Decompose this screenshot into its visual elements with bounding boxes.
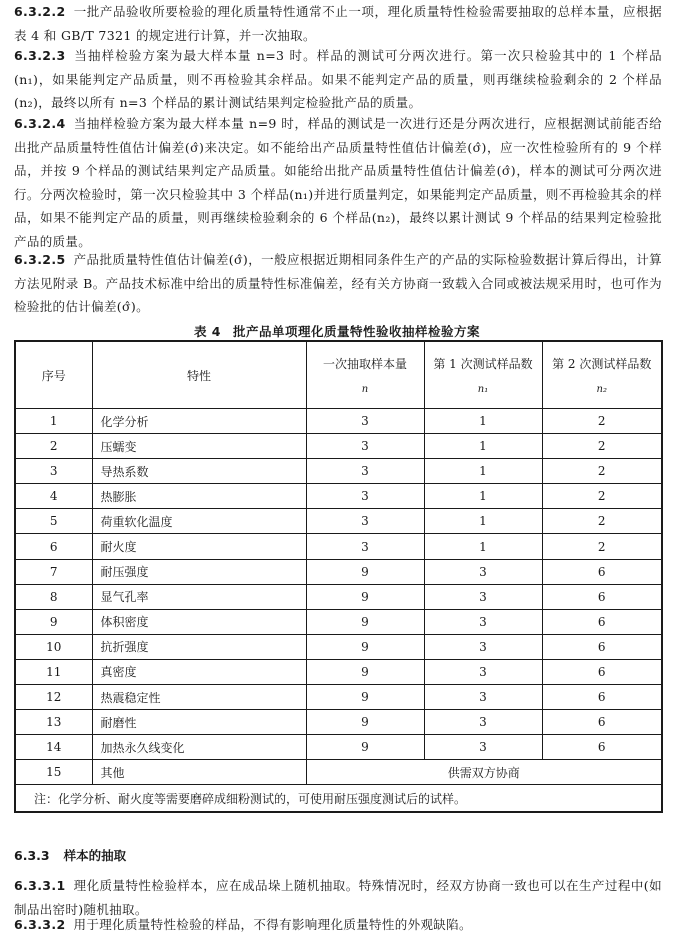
- cell-second-test: 6: [542, 659, 662, 684]
- clause-number: 6.3.2.2: [14, 4, 66, 19]
- cell-second-test: 6: [542, 609, 662, 634]
- table-row: [15, 609, 662, 634]
- cell-first-test: 3: [424, 584, 542, 609]
- table-header-row: [15, 341, 662, 409]
- cell-seq: 5: [15, 509, 92, 534]
- cell-property: 显气孔率: [92, 584, 306, 609]
- clause-number: 6.3.3.2: [14, 917, 66, 932]
- table-row: [15, 434, 662, 459]
- cell-sample-size: 9: [306, 634, 424, 659]
- cell-property: 其他: [92, 760, 306, 785]
- header-sample-size-label: 一次抽取样本量: [322, 357, 407, 371]
- table-caption: [0, 322, 674, 340]
- cell-seq: 13: [15, 710, 92, 735]
- cell-second-test: 2: [542, 484, 662, 509]
- cell-second-test: 6: [542, 634, 662, 659]
- paragraph-6-3-2-2: [14, 0, 662, 47]
- cell-sample-size: 3: [306, 484, 424, 509]
- cell-property: 导热系数: [92, 459, 306, 484]
- cell-sample-size: 3: [306, 409, 424, 434]
- cell-first-test: 1: [424, 409, 542, 434]
- table-row: [15, 685, 662, 710]
- cell-first-test: 1: [424, 534, 542, 559]
- table-row: [15, 459, 662, 484]
- cell-property: 体积密度: [92, 609, 306, 634]
- header-sample-size: [306, 341, 424, 409]
- table-row: [15, 509, 662, 534]
- section-number: 6.3.3: [14, 848, 50, 863]
- cell-sample-size: 9: [306, 609, 424, 634]
- cell-second-test: 6: [542, 685, 662, 710]
- header-second-test-symbol: n₂: [596, 384, 607, 395]
- table-note: 注：化学分析、耐火度等需要磨碎成细粉测试的，可使用耐压强度测试后的试样。: [15, 785, 662, 813]
- cell-sample-size: 3: [306, 509, 424, 534]
- cell-first-test: 3: [424, 559, 542, 584]
- table-row: [15, 735, 662, 760]
- table-note-row: [15, 785, 662, 813]
- cell-second-test: 2: [542, 459, 662, 484]
- sampling-plan-table: [14, 340, 663, 813]
- cell-first-test: 3: [424, 609, 542, 634]
- cell-seq: 1: [15, 409, 92, 434]
- cell-seq: 11: [15, 659, 92, 684]
- cell-seq: 15: [15, 760, 92, 785]
- cell-second-test: 2: [542, 534, 662, 559]
- header-second-test-label: 第 2 次测试样品数: [552, 357, 652, 371]
- section-heading: [14, 846, 126, 864]
- table-row: [15, 760, 662, 785]
- paragraph-6-3-3-2: [14, 913, 662, 937]
- cell-first-test: 3: [424, 710, 542, 735]
- table-row: [15, 559, 662, 584]
- cell-first-test: 3: [424, 634, 542, 659]
- cell-sample-size: 3: [306, 534, 424, 559]
- table-row: [15, 534, 662, 559]
- paragraph-6-3-2-4: [14, 112, 662, 253]
- cell-first-test: 3: [424, 735, 542, 760]
- cell-seq: 4: [15, 484, 92, 509]
- cell-property: 耐磨性: [92, 710, 306, 735]
- table-row: [15, 484, 662, 509]
- table-caption-number: 表 4: [193, 324, 222, 339]
- table-caption-title: 批产品单项理化质量特性验收抽样检验方案: [233, 324, 481, 339]
- clause-text: 当抽样检验方案为最大样本量 n=9 时，样品的测试是一次进行还是分两次进行，应根据测试前能否给出批产品质量特性值估计偏差(σ̂)来决定。如不能给出产品质量特性值估计偏差(σ̂)，应一次性检验所有的 9 个样品，并按 9 个样品的测试结果判定产品质量。如能给出批产品质量特性值估计偏差(σ̂)，样本的测试可分两次进行。分两次检验时，第一次只检验其中 3 个样品(n₁)并进行质量判定，如果能判定产品质量，则不再检验其余的样品，如果不能判定产品的质量，则再继续检验剩余的 6 个样品(n₂)，最终以累计测试 9 个样品的结果判定检验批产品的质量。: [14, 116, 662, 249]
- cell-second-test: 2: [542, 434, 662, 459]
- paragraph-6-3-2-3: [14, 44, 662, 115]
- clause-number: 6.3.2.4: [14, 116, 66, 131]
- table-row: [15, 409, 662, 434]
- cell-sample-size: 9: [306, 710, 424, 735]
- cell-first-test: 3: [424, 685, 542, 710]
- cell-seq: 9: [15, 609, 92, 634]
- cell-second-test: 2: [542, 409, 662, 434]
- clause-number: 6.3.2.3: [14, 48, 66, 63]
- table-row: [15, 659, 662, 684]
- section-title: 样本的抽取: [63, 848, 127, 863]
- cell-property: 压蠕变: [92, 434, 306, 459]
- cell-second-test: 6: [542, 584, 662, 609]
- cell-property: 热震稳定性: [92, 685, 306, 710]
- cell-sample-size: 9: [306, 584, 424, 609]
- cell-property: 化学分析: [92, 409, 306, 434]
- cell-first-test: 1: [424, 459, 542, 484]
- cell-property: 热膨胀: [92, 484, 306, 509]
- cell-property: 耐压强度: [92, 559, 306, 584]
- cell-property: 加热永久线变化: [92, 735, 306, 760]
- cell-property: 真密度: [92, 659, 306, 684]
- cell-sample-size: 3: [306, 434, 424, 459]
- header-second-test: [542, 341, 662, 409]
- cell-first-test: 1: [424, 509, 542, 534]
- header-first-test-symbol: n₁: [477, 384, 489, 395]
- clause-text: 理化质量特性检验样本，应在成品垛上随机抽取。特殊情况时，经双方协商一致也可以在生产过程中(如制品出窑时)随机抽取。: [14, 878, 662, 917]
- cell-second-test: 2: [542, 509, 662, 534]
- clause-text: 用于理化质量特性检验的样品，不得有影响理化质量特性的外观缺陷。: [73, 917, 472, 932]
- header-seq: 序号: [15, 341, 92, 409]
- cell-property: 耐火度: [92, 534, 306, 559]
- header-property: 特性: [92, 341, 306, 409]
- cell-sample-size: 9: [306, 659, 424, 684]
- cell-seq: 12: [15, 685, 92, 710]
- cell-merged-agreement: 供需双方协商: [306, 760, 662, 785]
- cell-property: 抗折强度: [92, 634, 306, 659]
- cell-seq: 3: [15, 459, 92, 484]
- table-row: [15, 710, 662, 735]
- cell-second-test: 6: [542, 559, 662, 584]
- table-row: [15, 634, 662, 659]
- cell-seq: 14: [15, 735, 92, 760]
- header-first-test-label: 第 1 次测试样品数: [433, 357, 533, 371]
- cell-seq: 10: [15, 634, 92, 659]
- cell-seq: 7: [15, 559, 92, 584]
- cell-first-test: 1: [424, 484, 542, 509]
- clause-text: 当抽样检验方案为最大样本量 n=3 时。样品的测试可分两次进行。第一次只检验其中的 1 个样品(n₁)，如果能判定产品质量，则不再检验其余样品。如果不能判定产品的质量，则再继续检验剩余的 2 个样品(n₂)，最终以所有 n=3 个样品的累计测试结果判定检验批产品的质量。: [14, 48, 662, 110]
- cell-sample-size: 9: [306, 685, 424, 710]
- cell-seq: 2: [15, 434, 92, 459]
- clause-number: 6.3.2.5: [14, 252, 66, 267]
- cell-first-test: 1: [424, 434, 542, 459]
- header-first-test: [424, 341, 542, 409]
- cell-seq: 8: [15, 584, 92, 609]
- header-sample-size-symbol: n: [361, 384, 369, 395]
- cell-first-test: 3: [424, 659, 542, 684]
- cell-seq: 6: [15, 534, 92, 559]
- table-row: [15, 584, 662, 609]
- cell-second-test: 6: [542, 710, 662, 735]
- cell-sample-size: 9: [306, 735, 424, 760]
- clause-text: 产品批质量特性值估计偏差(σ̂)，一般应根据近期相同条件生产的产品的实际检验数据计算后得出，计算方法见附录 B。产品技术标准中给出的质量特性标准偏差，经有关方协商一致载入合同或被法规采用时，也可作为检验批的估计偏差(σ̂)。: [14, 252, 662, 314]
- paragraph-6-3-2-5: [14, 248, 662, 319]
- cell-sample-size: 9: [306, 559, 424, 584]
- clause-number: 6.3.3.1: [14, 878, 66, 893]
- clause-text: 一批产品验收所要检验的理化质量特性通常不止一项，理化质量特性检验需要抽取的总样本量，应根据表 4 和 GB/T 7321 的规定进行计算，并一次抽取。: [14, 4, 662, 43]
- cell-second-test: 6: [542, 735, 662, 760]
- cell-sample-size: 3: [306, 459, 424, 484]
- cell-property: 荷重软化温度: [92, 509, 306, 534]
